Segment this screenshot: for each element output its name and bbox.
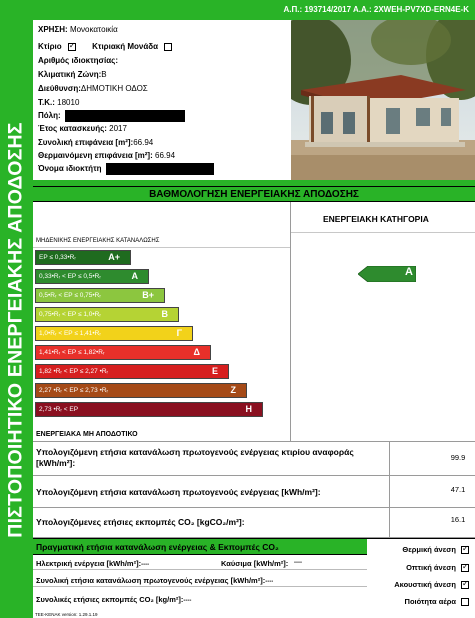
energy-class-bar (35, 383, 247, 398)
comfort-checkbox (461, 564, 469, 572)
energy-class-range: 2,73 •Rᵣ < EP (39, 406, 79, 413)
building-info-panel (33, 20, 290, 180)
total-area-row (38, 138, 153, 147)
city-label: Πόλη: (38, 111, 61, 121)
comfort-checkbox (461, 546, 469, 554)
address-value: ΔΗΜΟΤΙΚΗ ΟΔΟΣ (80, 84, 148, 93)
energy-class-range: 0,75•Rᵣ < EP ≤ 1,0•Rᵣ (39, 311, 101, 318)
energy-class-bar (35, 269, 149, 284)
energy-class-letter: B (161, 309, 168, 319)
comfort-checkbox (461, 598, 469, 606)
postcode-value: 18010 (57, 98, 80, 107)
energy-class-bar (35, 250, 131, 265)
comfort-label: Ποιότητα αέρα (404, 597, 456, 606)
category-title-underline (291, 232, 475, 233)
climate-value: B (101, 70, 107, 79)
nzeb-label: ΜΗΔΕΝΙΚΗΣ ΕΝΕΡΓΕΙΑΚΗΣ ΚΑΤΑΝΑΛΩΣΗΣ (36, 238, 160, 244)
energy-class-letter: Γ (176, 328, 182, 338)
total-co2-label: Συνολικές ετήσιες εκπομπές CO₂ [kg/m²]: (36, 595, 184, 604)
energy-class-letter: B+ (142, 290, 154, 300)
energy-class-letter: E (211, 366, 218, 376)
energy-class-bar (35, 345, 211, 360)
calculated-consumption-label: Υπολογιζόμενη ετήσια κατανάλωση πρωτογενούς ενέργειας [kWh/m²]: (36, 487, 321, 497)
reference-consumption-value: 99.9 (450, 453, 466, 462)
year-row (38, 124, 127, 133)
total-area-label: Συνολική επιφάνεια [m²]: (38, 138, 134, 147)
property-id-label: Αριθμός ιδιοκτησίας: (38, 56, 118, 65)
energy-class-range: 1,41•Rᵣ < EP ≤ 1,82•Rᵣ (39, 349, 105, 356)
energy-class-letter: Z (230, 385, 236, 395)
nzeb-underline (33, 247, 290, 248)
city-row (38, 110, 185, 122)
comfort-checklist (372, 539, 475, 613)
reference-consumption-separator (389, 442, 390, 475)
energy-class-letter: H (245, 404, 252, 414)
use-row (38, 25, 118, 34)
building-photo-illustration (291, 20, 475, 180)
total-primary-row (33, 574, 367, 587)
energy-class-bar (35, 288, 165, 303)
vertical-certificate-title: ΠΙΣΤΟΠΟΙΗΤΙΚΟ ΕΝΕΡΓΕΙΑΚΗΣ ΑΠΟΔΟΣΗΣ (4, 122, 27, 538)
comfort-checkbox (461, 581, 469, 589)
comfort-label: Θερμική άνεση (402, 545, 456, 554)
top-bar (0, 0, 475, 20)
software-version: TEE-KENAK version: 1.29.1.19 (35, 612, 98, 617)
comfort-item (405, 597, 469, 606)
heated-area-label: Θερμαινόμενη επιφάνεια [m²]: (38, 151, 153, 160)
comfort-item (406, 563, 469, 572)
total-primary-label: Συνολική ετήσια κατανάλωση πρωτογενούς ενέργειας [kWh/m²]: (36, 576, 266, 585)
energy-class-letter: A+ (108, 252, 120, 262)
reference-consumption-label: Υπολογιζόμενη ετήσια κατανάλωση πρωτογενούς ενέργειας κτιρίου αναφοράς [kWh/m²]: (36, 447, 354, 468)
total-primary-value: ---- (265, 579, 274, 585)
reference-consumption-row (33, 441, 475, 475)
energy-class-bar (35, 364, 229, 379)
energy-class-bar (35, 326, 193, 341)
co2-separator (389, 508, 390, 537)
use-label: ΧΡΗΣΗ: (38, 25, 68, 34)
city-redaction (65, 110, 185, 122)
address-label: Διεύθυνση: (38, 84, 81, 93)
actual-consumption-header: Πραγματική ετήσια κατανάλωση ενέργειας & Εκπομπές CO₂ (33, 539, 367, 555)
energy-class-range: 2,27 •Rᵣ < EP ≤ 2,73 •Rᵣ (39, 387, 109, 394)
climate-row (38, 70, 107, 79)
total-co2-value: ---- (183, 598, 192, 604)
building-checkbox (68, 43, 76, 51)
address-row (38, 84, 148, 93)
comfort-label: Οπτική άνεση (406, 563, 456, 572)
energy-class-range: 1,82 •Rᵣ < EP ≤ 2,27 •Rᵣ (39, 368, 109, 375)
total-area-value: 66.94 (133, 138, 154, 147)
energy-class-range: EP ≤ 0,33•Rᵣ (39, 254, 76, 261)
type-row (38, 42, 172, 51)
actual-consumption-section (33, 538, 475, 612)
comfort-item (394, 580, 469, 589)
unit-label: Κτιριακή Μονάδα (92, 42, 159, 51)
use-value: Μονοκατοικία (69, 25, 118, 34)
energy-class-letter: Δ (193, 347, 200, 357)
owner-row (38, 163, 214, 175)
postcode-row (38, 98, 79, 107)
energy-class-range: 0,33•Rᵣ < EP ≤ 0,5•Rᵣ (39, 273, 101, 280)
building-photo (291, 20, 475, 180)
owner-label: Όνομα ιδιοκτήτη (38, 164, 102, 174)
fuel-label: Καύσιμα [kWh/m²]: (221, 559, 289, 568)
calculated-consumption-separator (389, 476, 390, 507)
calculated-consumption-value: 47.1 (450, 485, 466, 494)
owner-redaction (106, 163, 214, 175)
energy-category-title: ΕΝΕΡΓΕΙΑΚΗ ΚΑΤΗΓΟΡΙΑ (323, 214, 429, 224)
energy-class-bar (35, 402, 263, 417)
rating-section-header: ΒΑΘΜΟΛΟΓΗΣΗ ΕΝΕΡΓΕΙΑΚΗΣ ΑΠΟΔΟΣΗΣ (33, 186, 475, 202)
property-id-row (38, 56, 118, 65)
electric-fuel-row (33, 557, 367, 570)
comfort-item (402, 545, 469, 554)
current-class-letter: A (405, 266, 413, 278)
postcode-label: Τ.Κ.: (38, 98, 55, 107)
building-label: Κτίριο (38, 42, 62, 51)
co2-value: 16.1 (450, 515, 466, 524)
rating-column-divider (290, 202, 291, 441)
total-co2-row (33, 593, 367, 606)
fuel-value: ---- (294, 560, 302, 566)
calculated-consumption-row (33, 475, 475, 507)
rating-area (33, 202, 475, 441)
heated-area-row (38, 151, 175, 160)
energy-class-bar (35, 307, 179, 322)
energy-class-range: 0,5•Rᵣ < EP ≤ 0,75•Rᵣ (39, 292, 101, 299)
year-value: 2017 (109, 124, 127, 133)
certificate-reference: Α.Π.: 193714/2017 Α.Α.: 2XWEH-PV7XD-ERN4E-K (283, 5, 469, 14)
co2-label: Υπολογιζόμενες ετήσιες εκπομπές CO₂ [kgCO₂/m²]: (36, 517, 245, 527)
year-label: Έτος κατασκευής: (38, 124, 107, 133)
electric-label: Ηλεκτρική ενέργεια [kWh/m²]: (36, 559, 142, 568)
climate-label: Κλιματική Ζώνη: (38, 70, 102, 79)
heated-area-value: 66.94 (155, 151, 176, 160)
co2-row (33, 507, 475, 538)
comfort-label: Ακουστική άνεση (394, 580, 456, 589)
energy-class-letter: A (131, 271, 138, 281)
side-bar (0, 20, 33, 618)
energy-class-range: 1,0•Rᵣ < EP ≤ 1,41•Rᵣ (39, 330, 101, 337)
electric-value: ---- (141, 562, 150, 568)
unit-checkbox (164, 43, 172, 51)
not-efficient-label: ΕΝΕΡΓΕΙΑΚΑ ΜΗ ΑΠΟΔΟΤΙΚΟ (36, 431, 138, 438)
